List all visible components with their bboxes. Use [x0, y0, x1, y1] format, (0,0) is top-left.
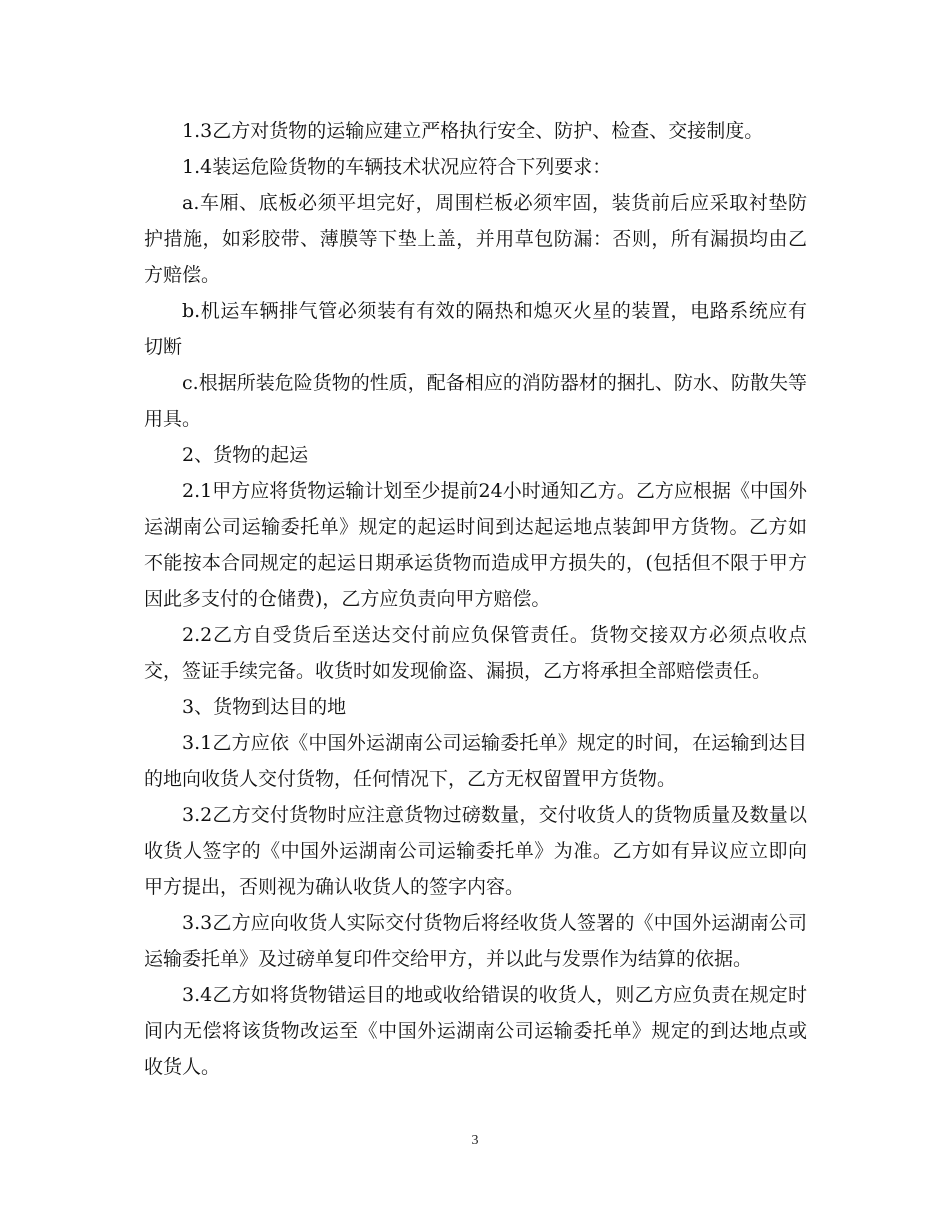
paragraph-3-1: 3.1乙方应依《中国外运湖南公司运输委托单》规定的时间，在运输到达目的地向收货人交付货物，任何情况下，乙方无权留置甲方货物。 — [144, 732, 807, 790]
section-heading-3: 3、货物到达目的地 — [182, 696, 347, 718]
paragraph-1-4: 1.4装运危险货物的车辆技术状况应符合下列要求： — [182, 156, 612, 178]
paragraph-3-3: 3.3乙方应向收货人实际交付货物后将经收货人签署的《中国外运湖南公司运输委托单》及过磅单复印件交给甲方，并以此与发票作为结算的依据。 — [144, 912, 807, 970]
paragraph-a: a.车厢、底板必须平坦完好，周围栏板必须牢固，装货前后应采取衬垫防护措施，如彩胶带、薄膜等下垫上盖，并用草包防漏：否则，所有漏损均由乙方赔偿。 — [144, 192, 807, 286]
document-body — [144, 113, 807, 1085]
paragraph-1-3: 1.3乙方对货物的运输应建立严格执行安全、防护、检查、交接制度。 — [182, 120, 764, 142]
paragraph-3-2: 3.2乙方交付货物时应注意货物过磅数量，交付收货人的货物质量及数量以收货人签字的《中国外运湖南公司运输委托单》为准。乙方如有异议应立即向甲方提出，否则视为确认收货人的签字内容。 — [144, 804, 807, 898]
page-number: 3 — [471, 1133, 479, 1148]
paragraph-2-1: 2.1甲方应将货物运输计划至少提前24小时通知乙方。乙方应根据《中国外运湖南公司运输委托单》规定的起运时间到达起运地点装卸甲方货物。乙方如不能按本合同规定的起运日期承运货物而造成甲方损失的，(包括但不限于甲方因此多支付的仓储费)，乙方应负责向甲方赔偿。 — [144, 480, 807, 610]
section-heading-2: 2、货物的起运 — [182, 444, 309, 466]
paragraph-3-4: 3.4乙方如将货物错运目的地或收给错误的收货人，则乙方应负责在规定时间内无偿将该货物改运至《中国外运湖南公司运输委托单》规定的到达地点或收货人。 — [144, 984, 807, 1078]
paragraph-c: c.根据所装危险货物的性质，配备相应的消防器材的捆扎、防水、防散失等用具。 — [144, 372, 807, 430]
paragraph-2-2: 2.2乙方自受货后至送达交付前应负保管责任。货物交接双方必须点收点交，签证手续完备。收货时如发现偷盗、漏损，乙方将承担全部赔偿责任。 — [144, 624, 807, 682]
paragraph-b: b.机运车辆排气管必须装有有效的隔热和熄灭火星的装置，电路系统应有切断 — [144, 300, 807, 358]
